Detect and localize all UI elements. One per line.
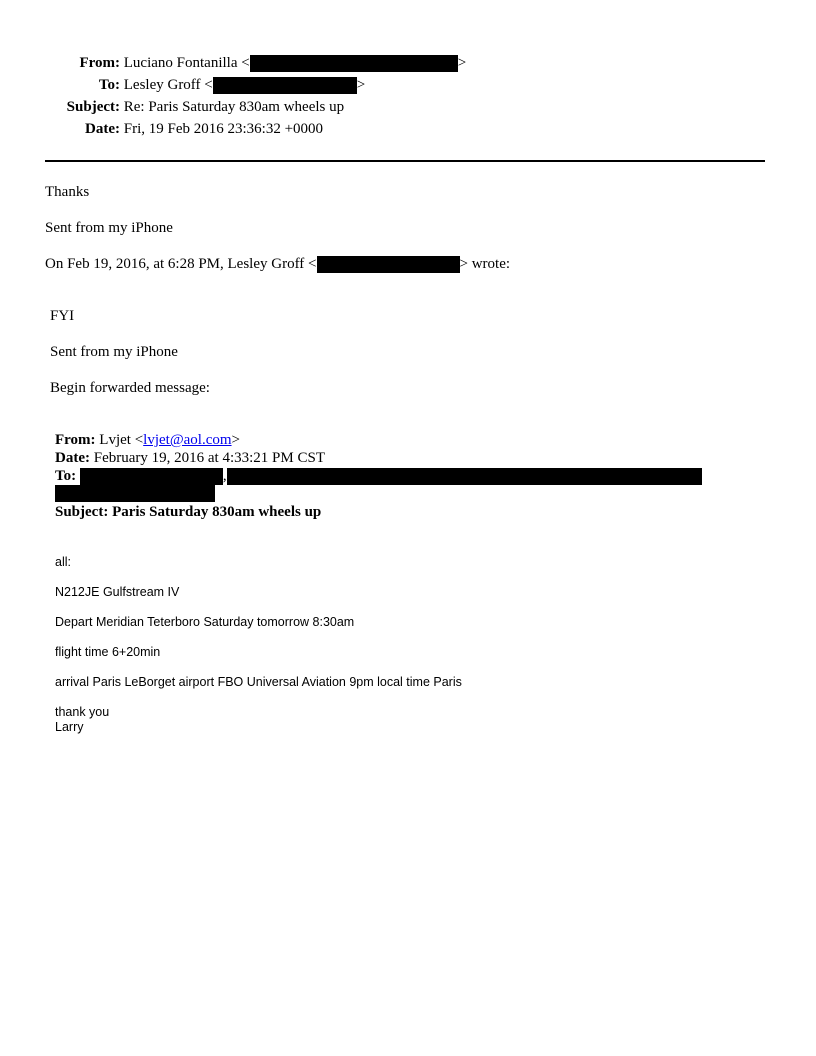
reply-subject-value: Re: Paris Saturday 830am wheels up (123, 99, 345, 115)
reply-from-value: Luciano Fontanilla < (123, 55, 250, 71)
reply-from-label: From: (79, 55, 120, 71)
reply-to-row (45, 76, 365, 94)
forwarded-date-label: Date: (55, 450, 90, 466)
forwarded-to-label: To: (55, 468, 77, 484)
redaction-bar (213, 77, 357, 94)
redaction-bar (317, 256, 460, 273)
forwarded-sender: Larry (55, 720, 84, 734)
redaction-bar (250, 55, 458, 72)
reply-date-row (45, 120, 323, 138)
forwarded-from-close: > (231, 432, 241, 448)
reply-subject-label: Subject: (66, 99, 120, 115)
forwarded-aircraft: N212JE Gulfstream IV (55, 585, 180, 599)
reply-from-row (45, 54, 466, 72)
quote-intro-before: On Feb 19, 2016, at 6:28 PM, Lesley Groff < (45, 256, 317, 272)
redaction-bar (80, 468, 223, 485)
reply-thanks: Thanks (45, 184, 90, 200)
quote-intro-after: > wrote: (459, 256, 511, 272)
forwarded-greeting: all: (55, 555, 71, 569)
forwarded-flight-time: flight time 6+20min (55, 645, 161, 659)
forwarded-subject-value: Paris Saturday 830am wheels up (112, 504, 322, 520)
reply-to-value: Lesley Groff < (123, 77, 213, 93)
reply-from-close: > (457, 55, 467, 71)
forwarded-from-name: Lvjet < (99, 432, 144, 448)
reply-signature: Sent from my iPhone (45, 220, 173, 236)
header-divider (45, 160, 765, 162)
forwarded-date-value: February 19, 2016 at 4:33:21 PM CST (93, 450, 325, 466)
reply-date-label: Date: (85, 121, 120, 137)
forwarded-from-label: From: (55, 432, 96, 448)
quoted-signature: Sent from my iPhone (50, 344, 178, 360)
forwarded-subject-label: Subject: (55, 504, 109, 520)
forwarded-subject-row (55, 503, 321, 521)
quote-intro (45, 255, 510, 273)
redaction-bar (227, 468, 702, 485)
forwarded-to-separator: , (222, 468, 227, 484)
forwarded-to-row (55, 467, 702, 485)
reply-date-value: Fri, 19 Feb 2016 23:36:32 +0000 (123, 121, 324, 137)
reply-to-close: > (356, 77, 366, 93)
forwarded-from-row (55, 431, 240, 449)
quoted-fyi: FYI (50, 308, 75, 324)
reply-to-label: To: (98, 77, 120, 93)
forwarded-from-email-link[interactable]: lvjet@aol.com (143, 432, 232, 448)
forwarded-arrival: arrival Paris LeBorget airport FBO Universal Aviation 9pm local time Paris (55, 675, 462, 689)
forwarded-date-row (55, 449, 325, 467)
begin-forwarded: Begin forwarded message: (50, 380, 210, 396)
forwarded-thanks: thank you (55, 705, 110, 719)
redaction-bar (55, 485, 215, 502)
reply-subject-row (45, 98, 344, 116)
forwarded-depart: Depart Meridian Teterboro Saturday tomorrow 8:30am (55, 615, 355, 629)
